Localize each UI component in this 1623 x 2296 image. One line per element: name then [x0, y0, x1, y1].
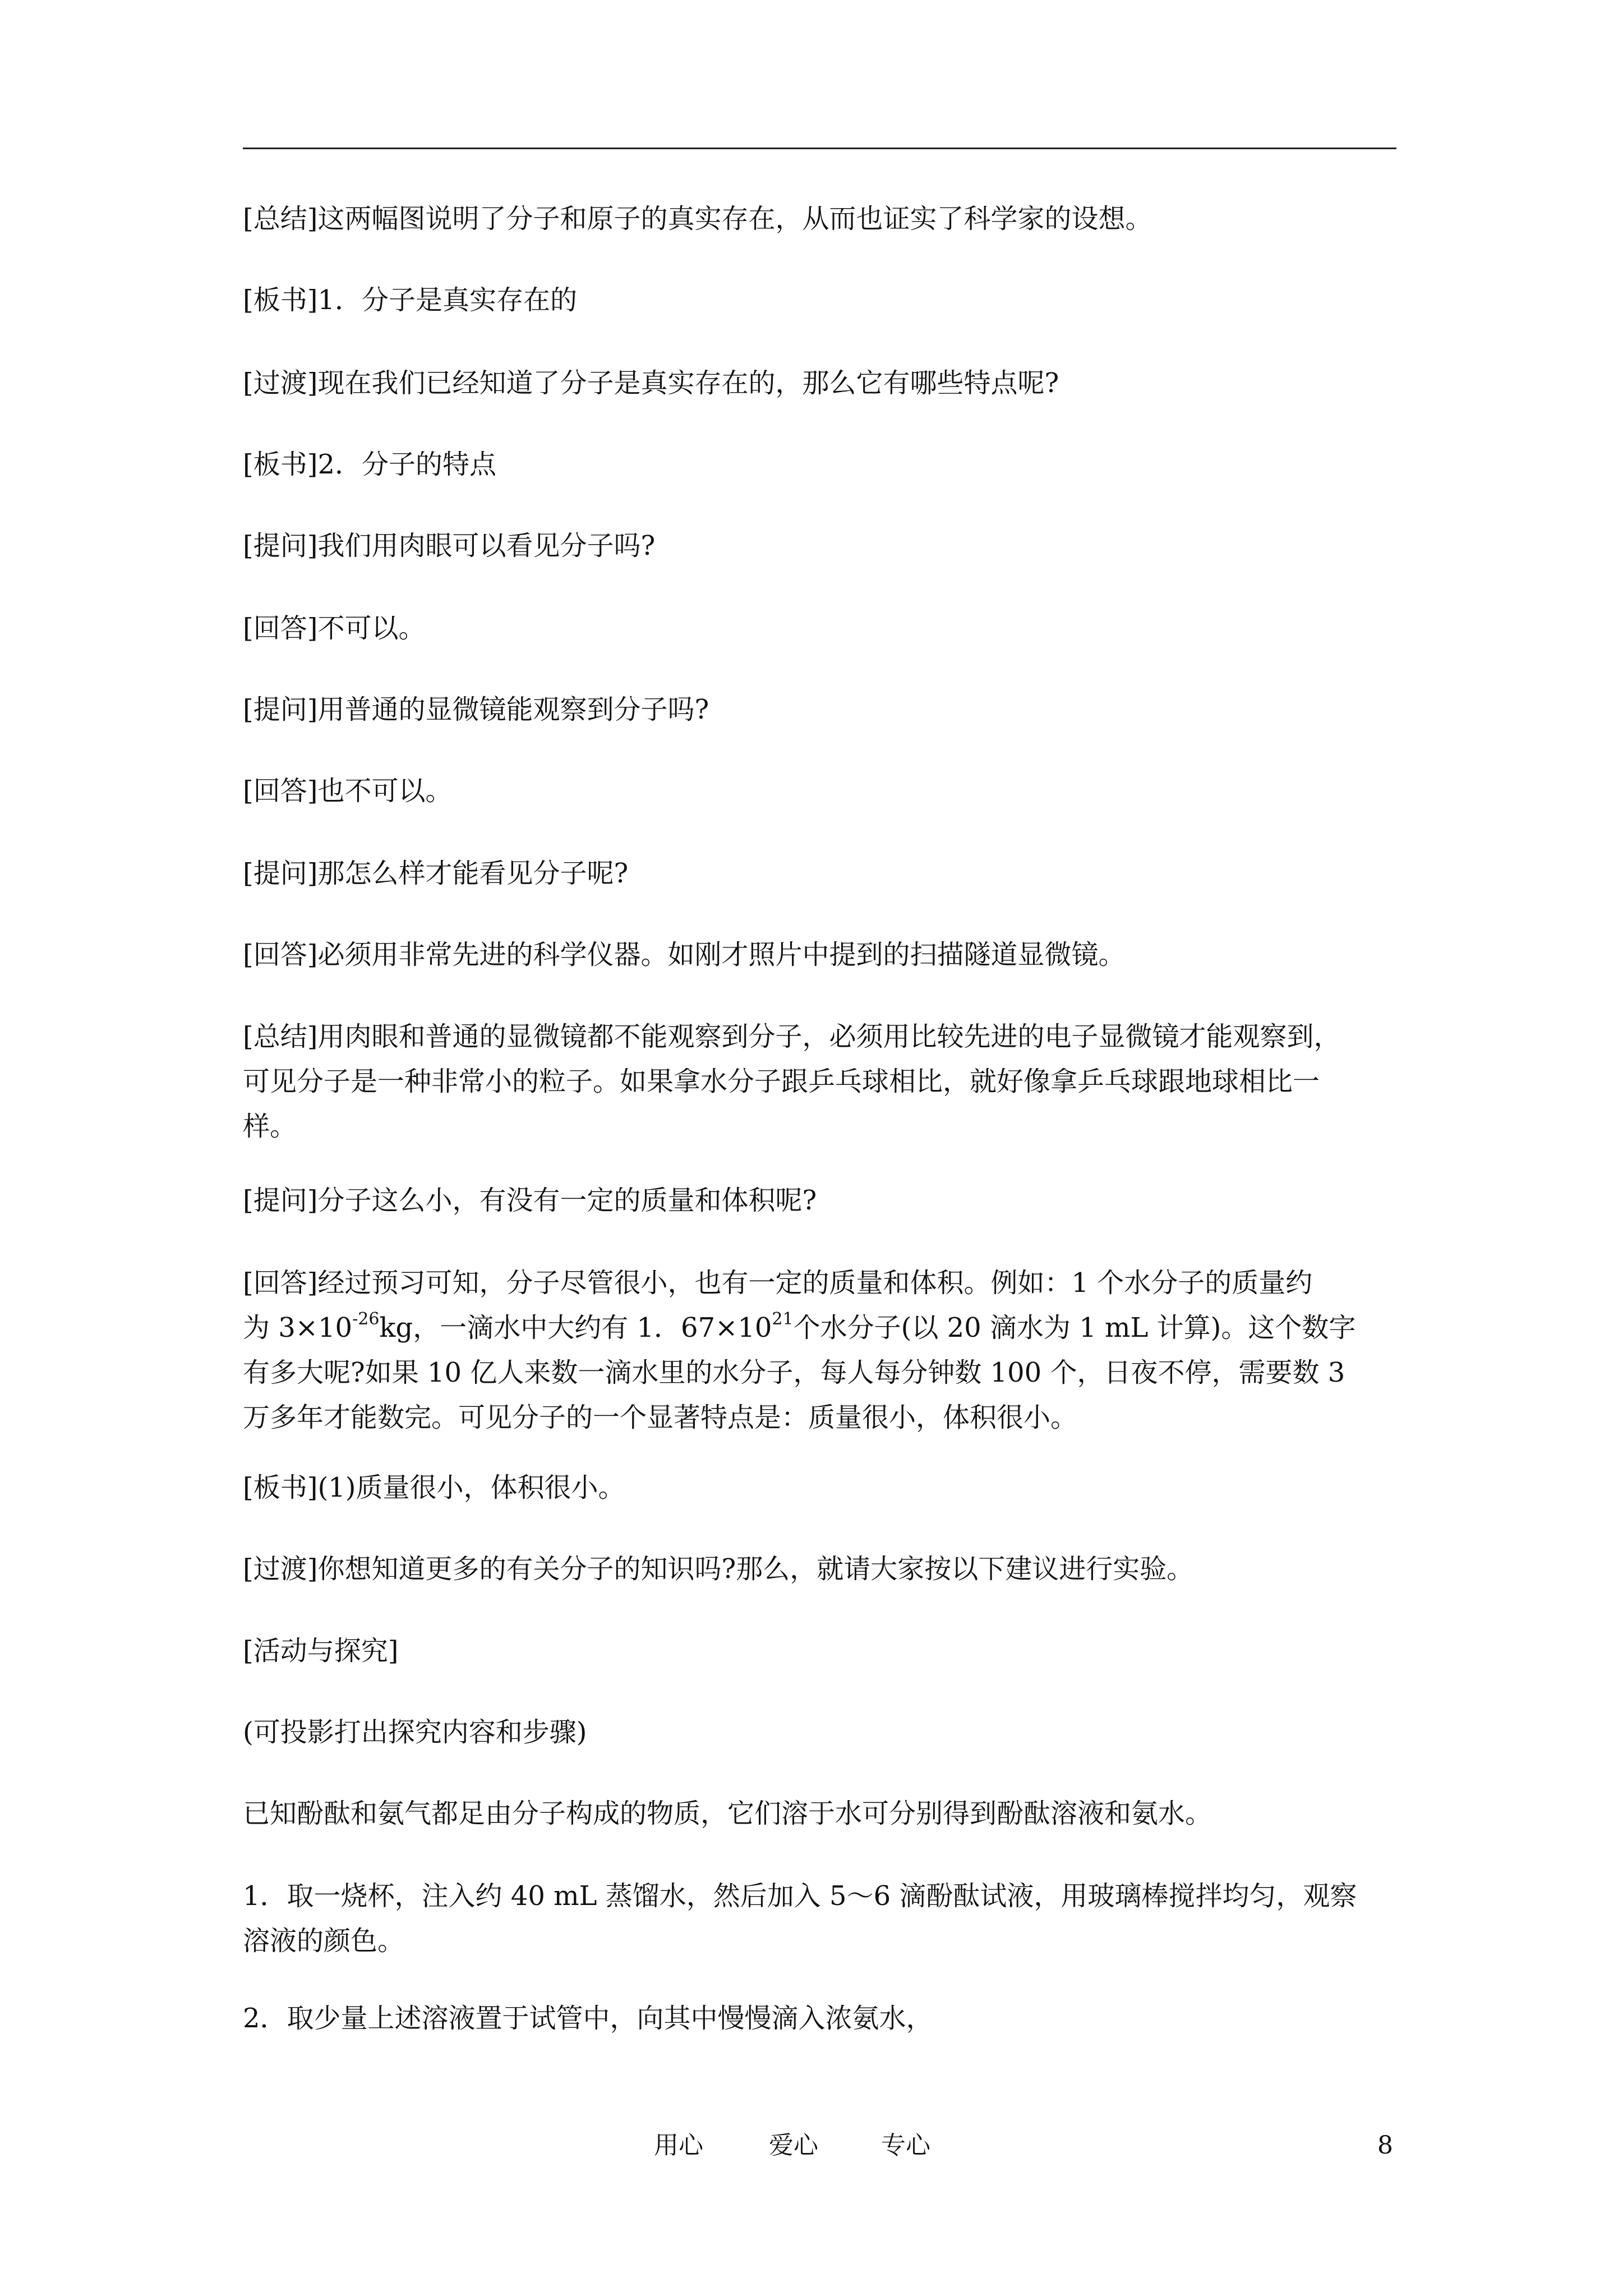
- paragraph: [243, 687, 1404, 732]
- paragraph-line: [回答]也不可以。: [243, 775, 453, 807]
- paragraph-line: [总结]用肉眼和普通的显微镜都不能观察到分子，必须用比较先进的电子显微镜才能观察到，: [243, 1021, 1341, 1052]
- paragraph-line: 样。: [243, 1111, 297, 1142]
- paragraph: [243, 1710, 1404, 1755]
- page-number: 8: [1377, 2131, 1393, 2160]
- paragraph: [243, 278, 1404, 323]
- paragraph-line: [过渡]你想知道更多的有关分子的知识吗?那么，就请大家按以下建议进行实验。: [243, 1553, 1194, 1585]
- paragraph: [243, 361, 1404, 406]
- paragraph: [243, 1628, 1404, 1673]
- footer-word-3: 专心: [881, 2131, 930, 2160]
- paragraph-line: 已知酚酞和氨气都足由分子构成的物质，它们溶于水可分别得到酚酞溶液和氨水。: [243, 1798, 1212, 1829]
- paragraph-line: 2．取少量上述溶液置于试管中，向其中慢慢滴入浓氨水，: [243, 2003, 933, 2034]
- paragraph-line: 可见分子是一种非常小的粒子。如果拿水分子跟乒乓球相比，就好像拿乒乓球跟地球相比一: [243, 1066, 1320, 1097]
- exponent-21: 21: [772, 1309, 794, 1329]
- paragraph: [243, 1791, 1404, 1836]
- paragraph: [243, 606, 1404, 651]
- paragraph-line: 1．取一烧杯，注入约 40 mL 蒸馏水，然后加入 5～6 滴酚酞试液，用玻璃棒搅拌均匀，观察: [243, 1880, 1357, 1912]
- paragraph: [243, 1547, 1404, 1591]
- paragraph-line: [过渡]现在我们已经知道了分子是真实存在的，那么它有哪些特点呢?: [243, 367, 1059, 399]
- paragraph-line: [活动与探究]: [243, 1635, 399, 1667]
- paragraph-line: [回答]必须用非常先进的科学仪器。如刚才照片中提到的扫描隧道显微镜。: [243, 939, 1126, 970]
- paragraph: [243, 523, 1404, 568]
- answer-line-1: [回答]经过预习可知，分子尽管很小，也有一定的质量和体积。例如：1 个水分子的质量约: [243, 1267, 1313, 1299]
- paragraph-line: [板书]1．分子是真实存在的: [243, 284, 577, 316]
- header-rule: [243, 148, 1396, 149]
- paragraph: [243, 1178, 1404, 1223]
- paragraph-line: [板书](1)质量很小，体积很小。: [243, 1472, 625, 1503]
- exponent-neg26: -26: [352, 1309, 380, 1329]
- paragraph: [243, 1014, 1404, 1149]
- paragraph-line: [提问]分子这么小，有没有一定的质量和体积呢?: [243, 1185, 817, 1216]
- paragraph: [243, 1996, 1404, 2041]
- paragraph: [243, 196, 1404, 241]
- paragraph-line: [回答]不可以。: [243, 613, 426, 644]
- paragraph: [243, 442, 1404, 487]
- paragraph-line: [总结]这两幅图说明了分子和原子的真实存在，从而也证实了科学家的设想。: [243, 203, 1152, 234]
- paragraph-line: [提问]我们用肉眼可以看见分子吗?: [243, 530, 656, 562]
- footer-word-2: 爱心: [769, 2131, 818, 2160]
- paragraph-line: [板书]2．分子的特点: [243, 449, 496, 480]
- answer-paragraph: [243, 1260, 1404, 1440]
- paragraph-line: [提问]那怎么样才能看见分子呢?: [243, 858, 629, 889]
- paragraph-line: [提问]用普通的显微镜能观察到分子吗?: [243, 694, 709, 725]
- paragraph: [243, 1465, 1404, 1510]
- paragraph: [243, 932, 1404, 977]
- answer-line-4: 万多年才能数完。可见分子的一个显著特点是：质量很小，体积很小。: [243, 1402, 1078, 1433]
- answer-line-3: 有多大呢?如果 10 亿人来数一滴水里的水分子，每人每分钟数 100 个，日夜不停，需要数 3: [243, 1357, 1345, 1388]
- paragraph-line: (可投影打出探究内容和步骤): [243, 1717, 587, 1748]
- answer-line-2: 为 $3\times 10^{-26}kg$，一滴水中大约有 1．$67\times 10^{21}$个水分子(以 20 滴水为 1 mL 计算)。这个数字: [243, 1309, 1356, 1343]
- footer-word-1: 用心: [654, 2131, 703, 2160]
- paragraph: [243, 769, 1404, 813]
- paragraph: [243, 851, 1404, 896]
- paragraph-line: 溶液的颜色。: [243, 1925, 405, 1957]
- paragraph: [243, 1874, 1404, 1963]
